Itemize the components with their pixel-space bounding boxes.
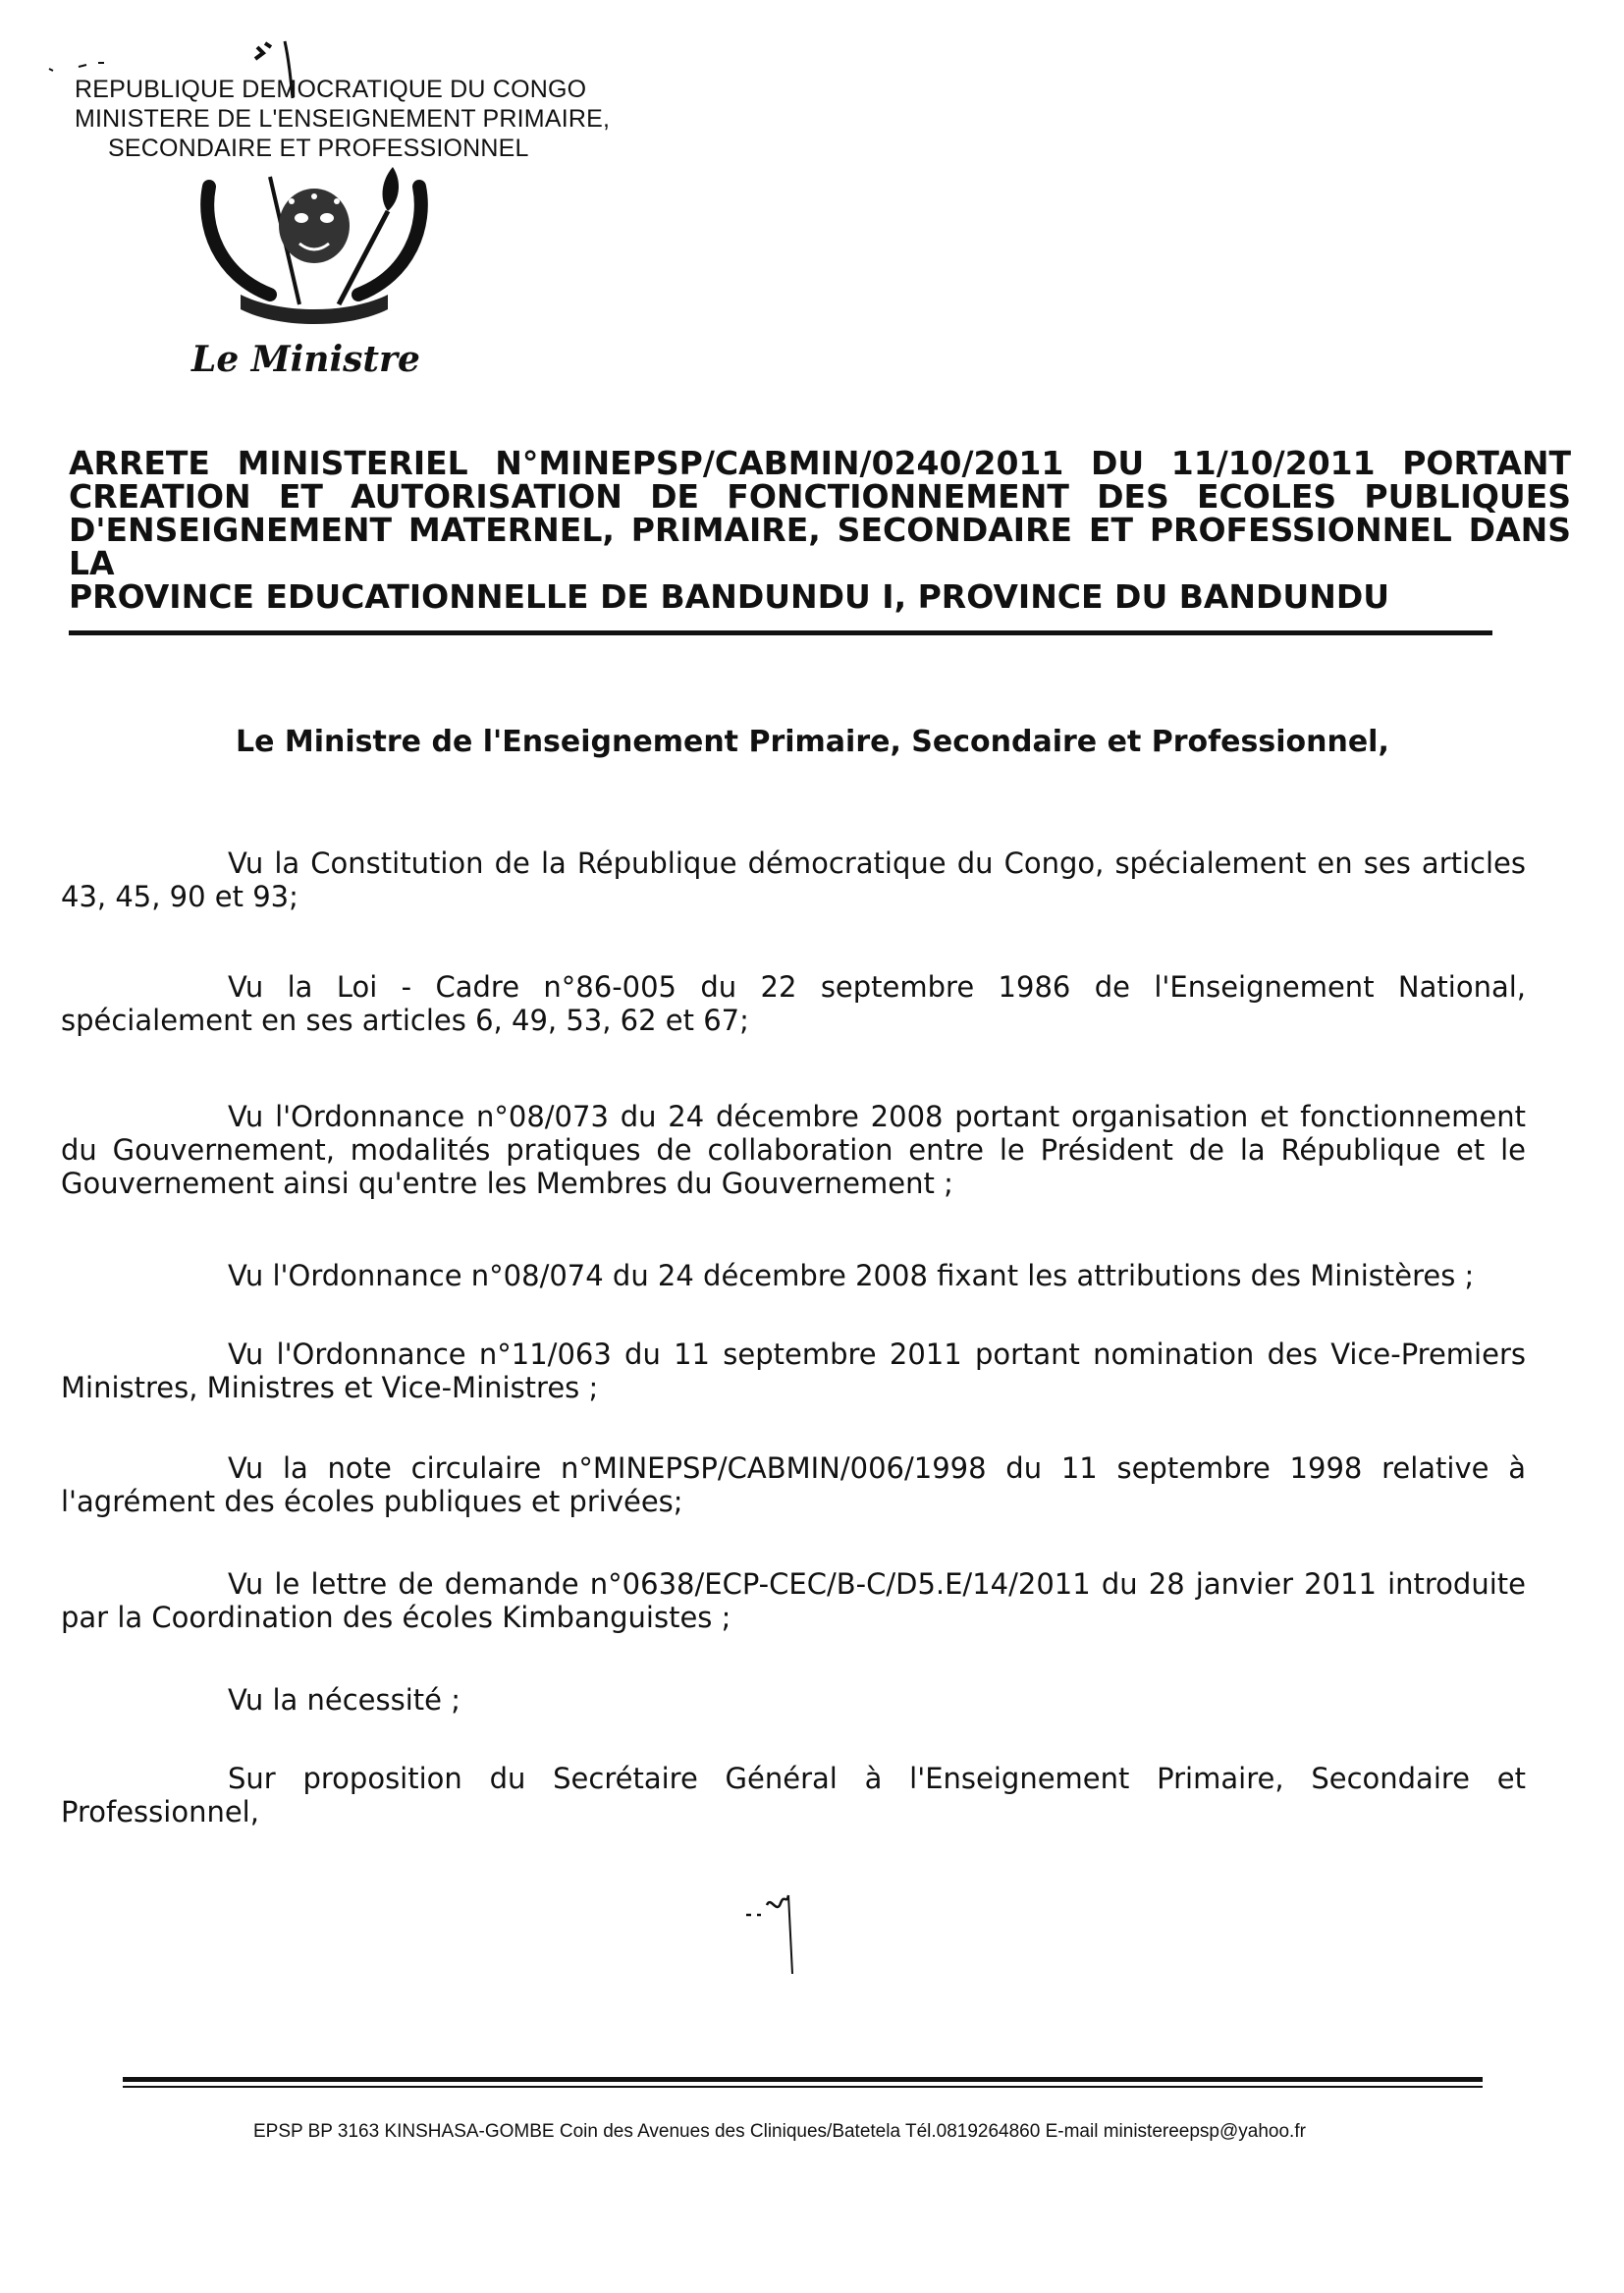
title-underline: [69, 630, 1492, 635]
header-ministry-cont: SECONDAIRE ET PROFESSIONNEL: [108, 135, 529, 162]
footer-rule-thin: [123, 2086, 1483, 2088]
initials-mark-icon: [741, 1885, 820, 1984]
paragraph-ordonnance-063: Vu l'Ordonnance n°11/063 du 11 septembre 2011 portant nomination des Vice-Premiers Ministres, Ministres et Vice-Ministres ;: [61, 1338, 1526, 1404]
minister-heading: Le Ministre de l'Enseignement Primaire, Secondaire et Professionnel,: [236, 725, 1389, 759]
coat-of-arms-icon: [191, 157, 437, 329]
footer-rule-thick: [123, 2077, 1483, 2082]
header-ministry: MINISTERE DE L'ENSEIGNEMENT PRIMAIRE,: [75, 105, 611, 133]
footer-contact: EPSP BP 3163 KINSHASA-GOMBE Coin des Avenues des Cliniques/Batetela Tél.0819264860 E-mail ministereepsp@yahoo.fr: [253, 2121, 1306, 2142]
header-country: REPUBLIQUE DEMOCRATIQUE DU CONGO: [75, 76, 587, 103]
decree-title-line: PROVINCE EDUCATIONNELLE DE BANDUNDU I, PROVINCE DU BANDUNDU: [69, 577, 1390, 616]
paragraph-ordonnance-074: Vu l'Ordonnance n°08/074 du 24 décembre 2008 fixant les attributions des Ministères ;: [228, 1259, 1475, 1292]
decree-title-line: D'ENSEIGNEMENT MATERNEL, PRIMAIRE, SECONDAIRE ET PROFESSIONNEL DANS LA: [69, 511, 1571, 582]
paragraph-proposition: Sur proposition du Secrétaire Général à l'Enseignement Primaire, Secondaire et Professionnel,: [61, 1762, 1526, 1829]
decree-title: [69, 444, 1571, 616]
paragraph-note-circulaire: Vu la note circulaire n°MINEPSP/CABMIN/006/1998 du 11 septembre 1998 relative à l'agrément des écoles publiques et privées;: [61, 1451, 1526, 1518]
decree-title-line: ARRETE MINISTERIEL N°MINEPSP/CABMIN/0240/2011 DU 11/10/2011 PORTANT: [69, 444, 1571, 482]
paragraph-constitution: Vu la Constitution de la République démocratique du Congo, spécialement en ses articles 43, 45, 90 et 93;: [61, 846, 1526, 913]
paragraph-ordonnance-073: Vu l'Ordonnance n°08/073 du 24 décembre 2008 portant organisation et fonctionnement du Gouvernement, modalités pratiques de collaboration entre le Président de la République et le Gouvernement ainsi qu'entre les Membres du Gouvernement ;: [61, 1100, 1526, 1200]
decree-title-line: CREATION ET AUTORISATION DE FONCTIONNEMENT DES ECOLES PUBLIQUES: [69, 477, 1571, 516]
paragraph-loi-cadre: Vu la Loi - Cadre n°86-005 du 22 septembre 1986 de l'Enseignement National, spécialement en ses articles 6, 49, 53, 62 et 67;: [61, 970, 1526, 1037]
signature-label: Le Ministre: [191, 339, 420, 380]
paragraph-lettre-demande: Vu le lettre de demande n°0638/ECP-CEC/B-C/D5.E/14/2011 du 28 janvier 2011 introduite par la Coordination des écoles Kimbanguistes ;: [61, 1567, 1526, 1634]
paragraph-necessite: Vu la nécessité ;: [228, 1683, 460, 1717]
